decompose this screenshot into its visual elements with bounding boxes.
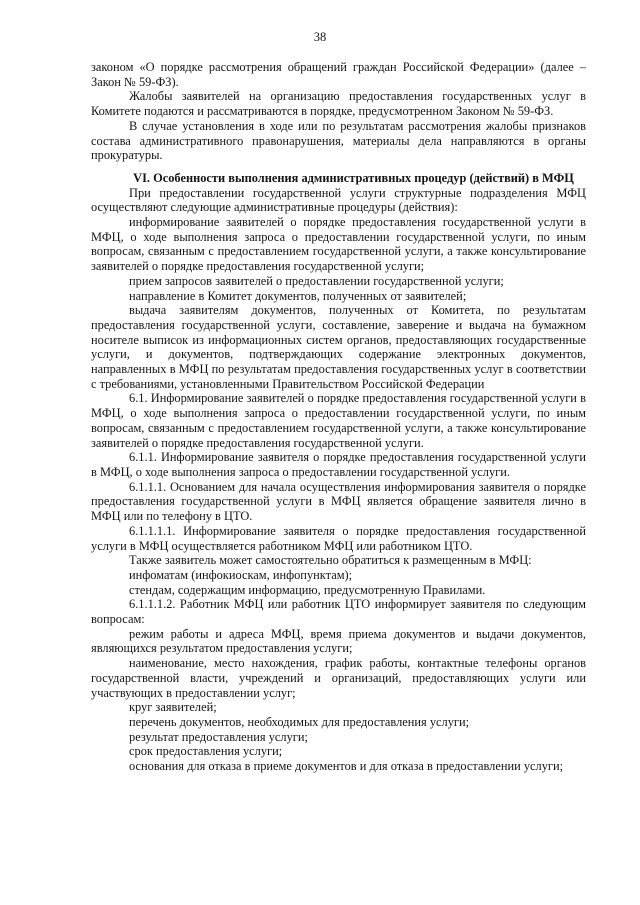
paragraph-law-reference: законом «О порядке рассмотрения обращений граждан Российской Федерации» (далее – Закон № 59-ФЗ). [91,60,586,89]
list-item-authorities: наименование, место нахождения, график работы, контактные телефоны органов государственной власти, учреждений и организаций, предоставляющих услуги или участвующих в предоставлении услуг; [91,656,586,700]
paragraph-6-1-1: 6.1.1. Информирование заявителя о порядке предоставления государственной услуги в МФЦ, о ходе выполнения запроса о предоставлении государственной услуги. [91,450,586,479]
list-item-result: результат предоставления услуги; [129,729,308,744]
list-item-applicants: круг заявителей; [129,700,217,715]
list-item-documents: перечень документов, необходимых для предоставления услуги; [129,714,470,729]
list-item-infomats: инфоматам (инфокиоскам, инфопунктам); [129,567,353,582]
paragraph-sending: направление в Комитет документов, полученных от заявителей; [129,288,467,303]
page-number: 38 [313,30,327,44]
paragraph-informing: информирование заявителей о порядке предоставления государственной услуги в МФЦ, о ходе выполнения запроса о предоставлении государственной услуги, по иным вопросам, связанным с предоставлением государственной услуги, а также консультирование заявителей о порядке предоставления государственной услуги; [91,215,586,274]
paragraph-violation-case: В случае установления в ходе или по результатам рассмотрения жалобы признаков состава административного правонарушения, материалы дела направляются в органы прокуратуры. [91,118,586,163]
list-item-refusal-grounds: основания для отказа в приеме документов и для отказа в предоставлении услуги; [129,759,564,774]
paragraph-6-1-1-1: 6.1.1.1. Основанием для начала осуществления информирования заявителя о порядке предоставления государственной услуги в МФЦ является обращение заявителя лично в МФЦ или по телефону в ЦТО. [91,479,586,524]
document-body [91,60,586,774]
section-heading: VI. Особенности выполнения административных процедур (действий) в МФЦ [133,170,574,185]
paragraph-reception: прием запросов заявителей о предоставлении государственной услуги; [129,273,504,288]
paragraph-6-1-1-1-2: 6.1.1.1.2. Работник МФЦ или работник ЦТО информирует заявителя по следующим вопросам: [91,597,586,627]
paragraph-complaints: Жалобы заявителей на организацию предоставления государственных услуг в Комитете подаются и рассматриваются в порядке, предусмотренном Законом № 59-ФЗ. [91,89,586,119]
paragraph-procedures-intro: При предоставлении государственной услуги структурные подразделения МФЦ осуществляют следующие административные процедуры (действия): [91,185,586,215]
paragraph-6-1-1-1-1: 6.1.1.1.1. Информирование заявителя о порядке предоставления государственной услуги в МФЦ осуществляется работником МФЦ или работником ЦТО. [91,523,586,553]
paragraph-issuance: выдача заявителям документов, полученных от Комитета, по результатам предоставления государственной услуги, составление, заверение и выдача на бумажном носителе выписок из информационных систем органов, предоставляющих государственные услуги, и документов, подтверждающих содержание электронных документов, направленных в МФЦ по результатам предоставления государственных услуг в соответствии с требованиями, установленными Правительством Российской Федерации [91,303,586,391]
list-item-term: срок предоставления услуги; [129,744,283,759]
paragraph-6-1: 6.1. Информирование заявителей о порядке предоставления государственной услуги в МФЦ, о ходе выполнения запроса о предоставлении государственной услуги, по иным вопросам, связанным с предоставлением государственной услуги, а также консультирование заявителей о порядке предоставления государственной услуги. [91,391,586,450]
list-item-schedule: режим работы и адреса МФЦ, время приема документов и выдачи документов, являющихся результатом предоставления услуги; [91,626,586,656]
list-item-stands: стендам, содержащим информацию, предусмотренную Правилами. [129,582,486,597]
paragraph-self-service: Также заявитель может самостоятельно обратиться к размещенным в МФЦ: [129,553,532,568]
